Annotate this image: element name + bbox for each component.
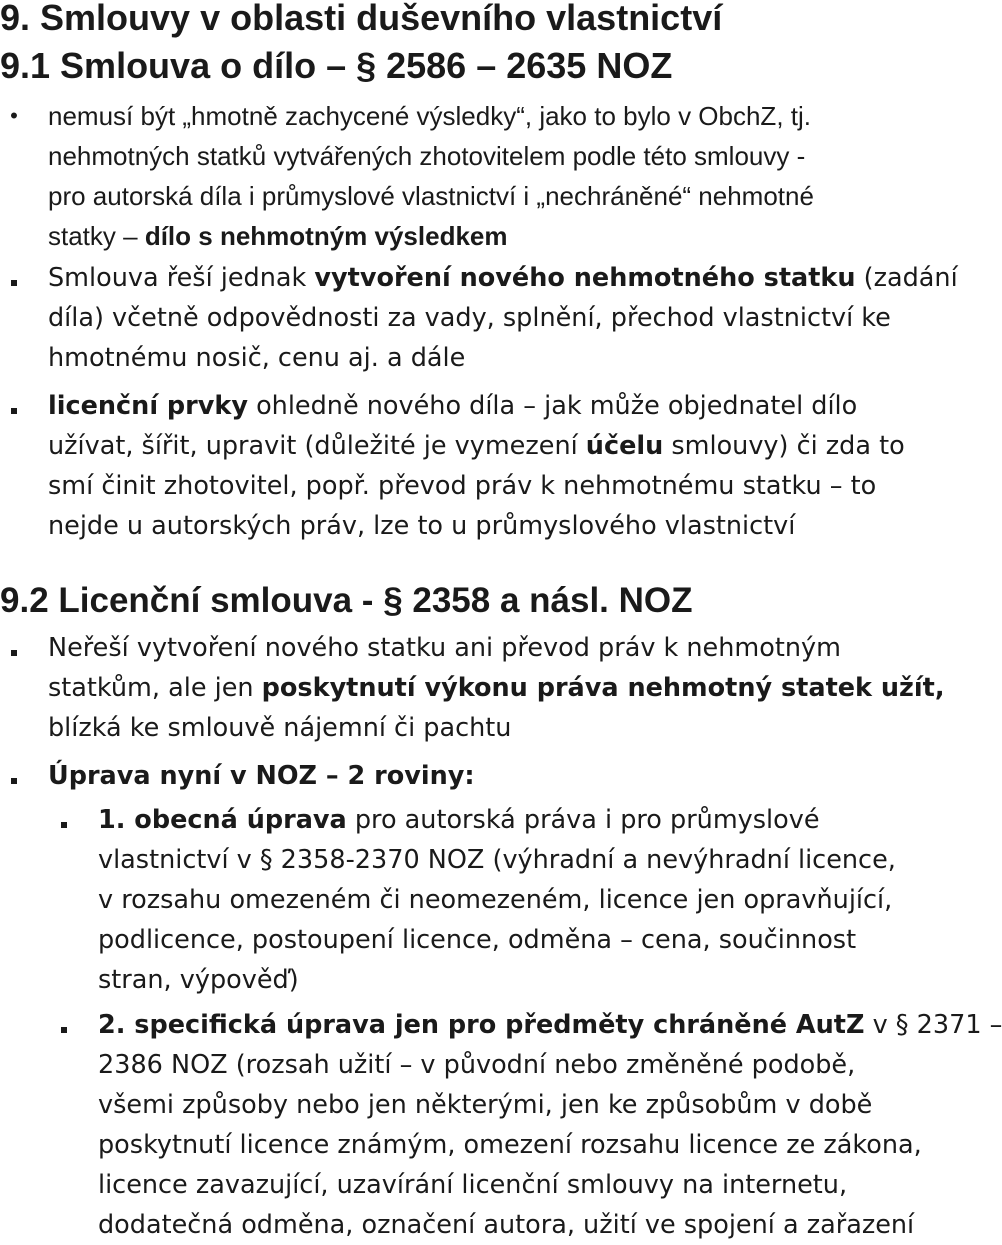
paragraph-two-levels: [48, 756, 958, 796]
text-line: nehmotných statků vytvářených zhotovitelem podle této smlouvy -: [48, 141, 806, 171]
chapter-heading: 9. Smlouvy v oblasti duševního vlastnictví: [0, 0, 723, 38]
bold-text-run: poskytnutí výkonu práva nehmotný statek užít,: [261, 673, 945, 703]
text-line: dodatečná odměna, označení autora, užití ve spojení a zařazení: [98, 1210, 915, 1240]
text-run: smlouvy) či zda to: [663, 431, 905, 461]
text-line: 2386 NOZ (rozsah užití – v původní nebo změněné podobě,: [98, 1050, 856, 1080]
text-line: [48, 668, 958, 708]
text-line: smí činit zhotovitel, popř. převod práv k nehmotnému statku – to: [48, 471, 877, 501]
text-line: [48, 426, 958, 466]
square-bullet-icon: [54, 1005, 74, 1045]
paragraph-contract-scope: [48, 258, 958, 378]
bold-text-run: 1. obecná úprava: [98, 805, 347, 835]
square-bullet-icon: [54, 800, 74, 840]
text-run: v § 2371 –: [864, 1010, 1002, 1040]
text-line: [98, 1005, 1002, 1045]
text-line: [48, 216, 958, 256]
square-bullet-icon: [4, 386, 24, 426]
text-line: stran, výpověď): [98, 965, 299, 995]
paragraph-license-elements: [48, 386, 958, 546]
text-run: pro autorská práva i pro průmyslové: [346, 805, 820, 835]
text-line: [48, 258, 958, 298]
text-run: statky –: [48, 221, 145, 251]
bold-text-run: 2. specifická úprava jen pro předměty chráněné AutZ: [98, 1010, 865, 1040]
text-run: ohledně nového díla – jak může objednatel dílo: [247, 391, 858, 421]
square-bullet-icon: [4, 628, 24, 668]
square-bullet-icon: [4, 258, 24, 298]
bold-text-run: účelu: [585, 431, 664, 461]
text-line: nejde u autorských práv, lze to u průmyslového vlastnictví: [48, 511, 796, 541]
paragraph-specific-regulation: [98, 1005, 1002, 1245]
text-line: vlastnictví v § 2358-2370 NOZ (výhradní a nevýhradní licence,: [98, 845, 896, 875]
text-line: hmotnému nosič, cenu aj. a dále: [48, 343, 466, 373]
section-heading-9-1: 9.1 Smlouva o dílo – § 2586 – 2635 NOZ: [0, 45, 673, 86]
bold-text-run: vytvoření nového nehmotného statku: [314, 263, 856, 293]
text-run: Smlouva řeší jednak: [48, 263, 315, 293]
text-run: (zadání: [855, 263, 958, 293]
square-bullet-icon: [4, 756, 24, 796]
text-line: [48, 756, 958, 796]
text-line: všemi způsoby nebo jen některými, jen ke způsobům v době: [98, 1090, 873, 1120]
text-line: díla) včetně odpovědnosti za vady, splnění, přechod vlastnictví ke: [48, 303, 891, 333]
text-run: statkům, ale jen: [48, 673, 262, 703]
text-line: podlicence, postoupení licence, odměna – cena, součinnost: [98, 925, 857, 955]
text-line: [98, 800, 958, 840]
text-line: Neřeší vytvoření nového statku ani převod práv k nehmotným: [48, 633, 841, 663]
text-line: pro autorská díla i průmyslové vlastnictví i „nechráněné“ nehmotné: [48, 181, 814, 211]
bold-text-run: dílo s nehmotným výsledkem: [144, 221, 508, 251]
text-line: licence zavazující, uzavírání licenční smlouvy na internetu,: [98, 1170, 848, 1200]
dot-bullet-icon: •: [10, 103, 18, 128]
bold-text-run: Úprava nyní v NOZ – 2 roviny:: [48, 761, 475, 791]
section-heading-9-2: 9.2 Licenční smlouva - § 2358 a násl. NOZ: [0, 581, 693, 620]
text-line: poskytnutí licence známým, omezení rozsahu licence ze zákona,: [98, 1130, 922, 1160]
text-run: užívat, šířit, upravit (důležité je vymezení: [48, 431, 586, 461]
paragraph-license-nature: [48, 628, 958, 748]
text-line: v rozsahu omezeném či neomezeném, licence jen opravňující,: [98, 885, 893, 915]
bold-text-run: licenční prvky: [48, 391, 248, 421]
paragraph-intangible-results: [10, 96, 958, 256]
text-line: nemusí být „hmotně zachycené výsledky“, jako to bylo v ObchZ, tj.: [48, 101, 811, 131]
paragraph-general-regulation: [98, 800, 958, 1000]
text-line: [48, 386, 958, 426]
text-line: blízká ke smlouvě nájemní či pachtu: [48, 713, 512, 743]
